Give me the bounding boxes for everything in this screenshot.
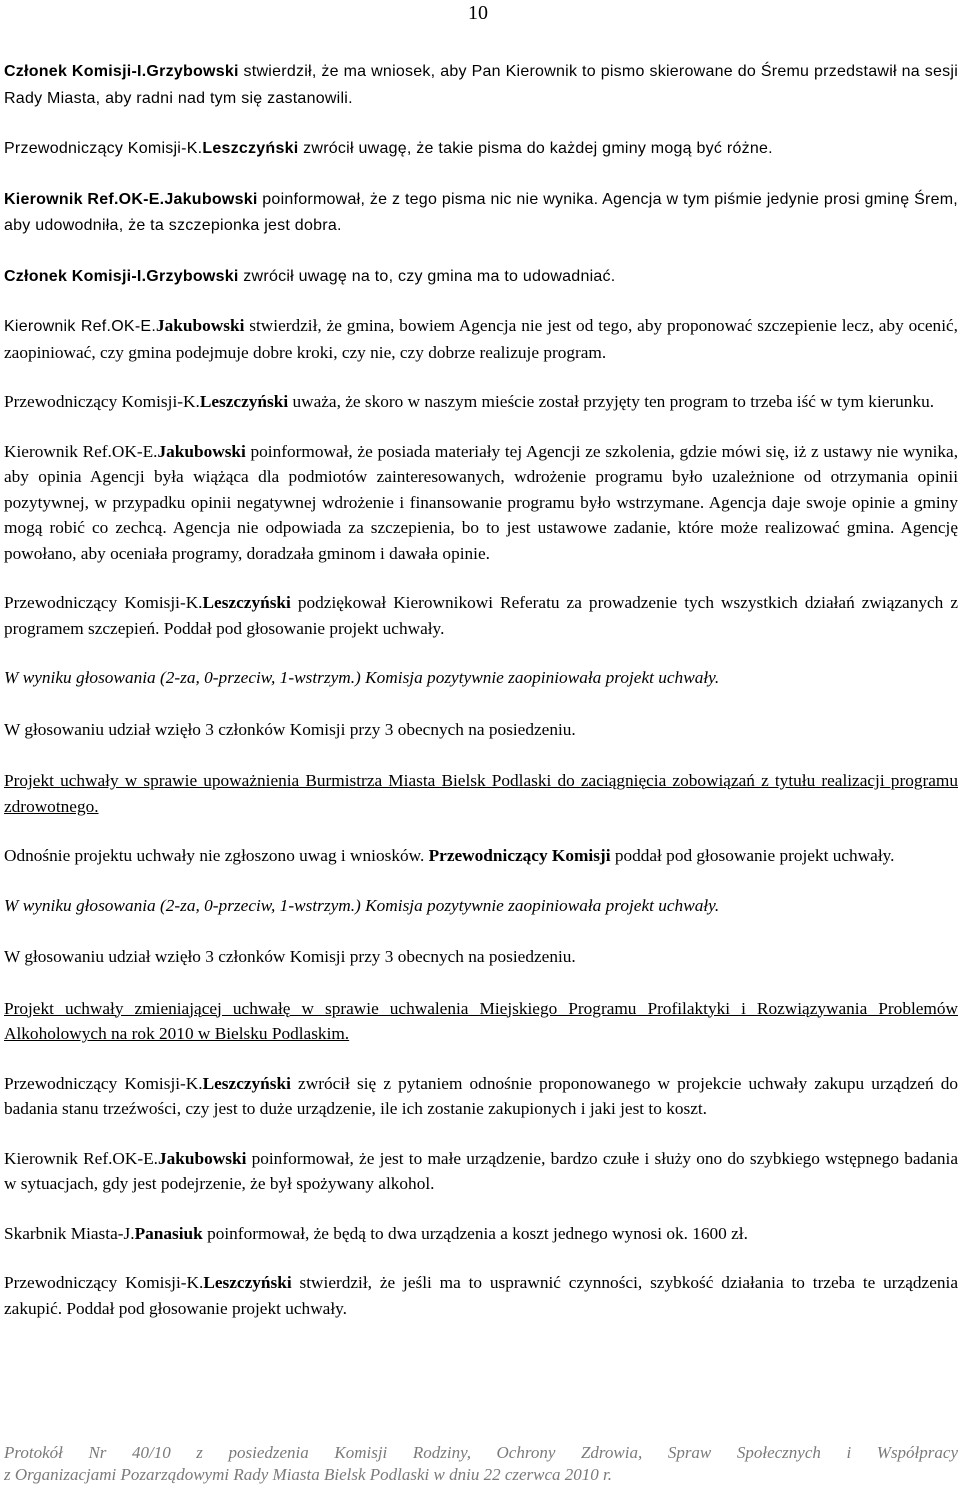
paragraph: [4, 590, 958, 641]
resolution-title: Projekt uchwały w sprawie upoważnienia Burmistrza Miasta Bielsk Podlaski do zaciągnięcia zobowiązań z tytułu realizacji programu zdrowotnego.: [4, 771, 958, 816]
footer-line: z Organizacjami Pozarządowymi Rady Miasta Bielsk Podlaski w dniu 22 czerwca 2010 r.: [4, 1465, 613, 1484]
speaker-name: Kierownik Ref.OK-E.Jakubowski: [4, 190, 258, 208]
speaker-name: Jakubowski: [157, 441, 246, 461]
vote-result: W wyniku głosowania (2-za, 0-przeciw, 1-wstrzym.) Komisja pozytywnie zaopiniowała projekt uchwały.: [4, 668, 720, 687]
speaker-role: Przewodniczący Komisji-K.: [4, 392, 200, 411]
speaker-name: Leszczyński: [203, 1273, 292, 1292]
paragraph: [4, 1221, 958, 1247]
paragraph-text: poddał pod głosowanie projekt uchwały.: [610, 846, 895, 865]
paragraph: [4, 135, 958, 162]
paragraph: [4, 843, 958, 869]
paragraph-text: zwrócił się z pytaniem odnośnie proponowanego w projekcie uchwały zakupu urządzeń do badania stanu trzeźwości, czy jest to duże urządzenie, ile ich zostanie zakupionych i jaki jest to koszt.: [4, 1073, 958, 1118]
vote-result: W wyniku głosowania (2-za, 0-przeciw, 1-wstrzym.) Komisja pozytywnie zaopiniowała projekt uchwały.: [4, 895, 720, 915]
paragraph: [4, 1270, 958, 1321]
paragraph-text: Odnośnie projektu uchwały nie zgłoszono uwag i wniosków.: [4, 846, 429, 865]
paragraph: [4, 313, 958, 365]
vote-participation: W głosowaniu udział wzięło 3 członków Komisji przy 3 obecnych na posiedzeniu.: [4, 719, 576, 739]
vote-participation: W głosowaniu udział wzięło 3 członków Komisji przy 3 obecnych na posiedzeniu.: [4, 947, 576, 966]
paragraph-text: podziękował Kierownikowi Referatu za prowadzenie tych wszystkich działań związanych z programem szczepień. Poddał pod głosowanie projekt uchwały.: [4, 593, 958, 638]
paragraph: [4, 263, 958, 290]
speaker-name: Członek Komisji-I.Grzybowski: [4, 63, 239, 80]
speaker-role: Przewodniczący Komisji-K.: [4, 140, 203, 157]
speaker-name: Leszczyński: [202, 140, 299, 157]
paragraph-text: zwrócił uwagę na to, czy gmina ma to udowadniać.: [238, 267, 616, 285]
speaker-role: Przewodniczący Komisji-K.: [4, 1273, 204, 1292]
speaker-name: Leszczyński: [202, 1073, 291, 1093]
paragraph: [4, 58, 958, 111]
document-body: [4, 58, 958, 1321]
paragraph: [4, 389, 958, 415]
paragraph-text: stwierdził, że ma wniosek, aby Pan Kierownik to pismo skierowane do Śremu przedstawił na sesji Rady Miasta, aby radni nad tym się zastanowili.: [4, 63, 958, 107]
speaker-name: Panasiuk: [134, 1223, 203, 1243]
page-footer: [4, 1442, 958, 1486]
speaker-role: Kierownik Ref.OK-E.: [4, 1148, 158, 1168]
speaker-role: Kierownik Ref.OK-E.: [4, 441, 158, 461]
paragraph-text: stwierdził, że jeśli ma to usprawnić czynności, szybkość działania to trzeba te urządzenia zakupić. Poddał pod głosowanie projekt uchwały.: [4, 1273, 958, 1318]
paragraph-text: poinformował, że będą to dwa urządzenia a koszt jednego wynosi ok. 1600 zł.: [202, 1223, 748, 1243]
page-number: 10: [468, 2, 488, 24]
speaker-role: Skarbnik Miasta-J.: [4, 1223, 135, 1243]
page-header: [0, 0, 960, 24]
speaker-name: Leszczyński: [202, 593, 291, 612]
paragraph-text: stwierdził, że gmina, bowiem Agencja nie jest od tego, aby proponować szczepienie lecz, aby ocenić, zaopiniować, czy gmina podejmuje dobre kroki, czy nie, czy dobrze realizuje program.: [4, 316, 958, 362]
paragraph-text: poinformował, że posiada materiały tej Agencji ze szkolenia, gdzie mówi się, iż z ustawy nie wynika, aby opinia Agencji była wiążąca dla podmiotów zainteresowanych, wdrożenie programu było uzależnione od otrzymania opinii pozytywnej, w przypadku opinii negatywnej wdrożenie i finansowanie programu było wstrzymane. Agencja daje swoje opinie a gminy mogą robić co zechcą. Agencja nie odpowiada za szczepienia, bo to jest ustawowe zadanie, które może realizować gmina. Agencję powołano, aby oceniała programy, doradzała gminom i dawała opinie.: [4, 441, 959, 563]
speaker-name: Członek Komisji-I.Grzybowski: [4, 267, 239, 285]
paragraph: [4, 1146, 958, 1197]
paragraph: [4, 186, 958, 239]
speaker-role: Przewodniczący Komisji-K.: [4, 1073, 203, 1093]
paragraph-text: poinformował, że z tego pisma nic nie wynika. Agencja w tym piśmie jedynie prosi gminę Śrem, aby udowodniła, że ta szczepionka jest dobra.: [4, 190, 959, 234]
speaker-name: Przewodniczący Komisji: [428, 846, 611, 865]
speaker-name: Leszczyński: [199, 392, 289, 411]
paragraph: [4, 1071, 958, 1122]
paragraph-text: poinformował, że jest to małe urządzenie, bardzo czułe i służy ono do szybkiego wstępnego badania w sytuacjach, gdy jest podejrzenie, że był spożywany alkohol.: [4, 1148, 959, 1193]
resolution-title: Projekt uchwały zmieniającej uchwałę w sprawie uchwalenia Miejskiego Programu Profilaktyki i Rozwiązywania Problemów Alkoholowych na rok 2010 w Bielsku Podlaskim.: [4, 998, 958, 1043]
paragraph-text: zwrócił uwagę, że takie pisma do każdej gminy mogą być różne.: [298, 140, 773, 157]
speaker-role: Przewodniczący Komisji-K.: [4, 593, 203, 612]
speaker-name: Jakubowski: [158, 1148, 247, 1168]
speaker-role: Kierownik Ref.OK-E.: [4, 318, 157, 335]
paragraph: [4, 439, 958, 567]
speaker-name: Jakubowski: [156, 316, 245, 335]
footer-line: Protokół Nr 40/10 z posiedzenia Komisji Rodziny, Ochrony Zdrowia, Spraw Społecznych i Współpracy: [4, 1443, 958, 1462]
paragraph-text: uważa, że skoro w naszym mieście został przyjęty ten program to trzeba iść w tym kierunku.: [288, 392, 935, 411]
